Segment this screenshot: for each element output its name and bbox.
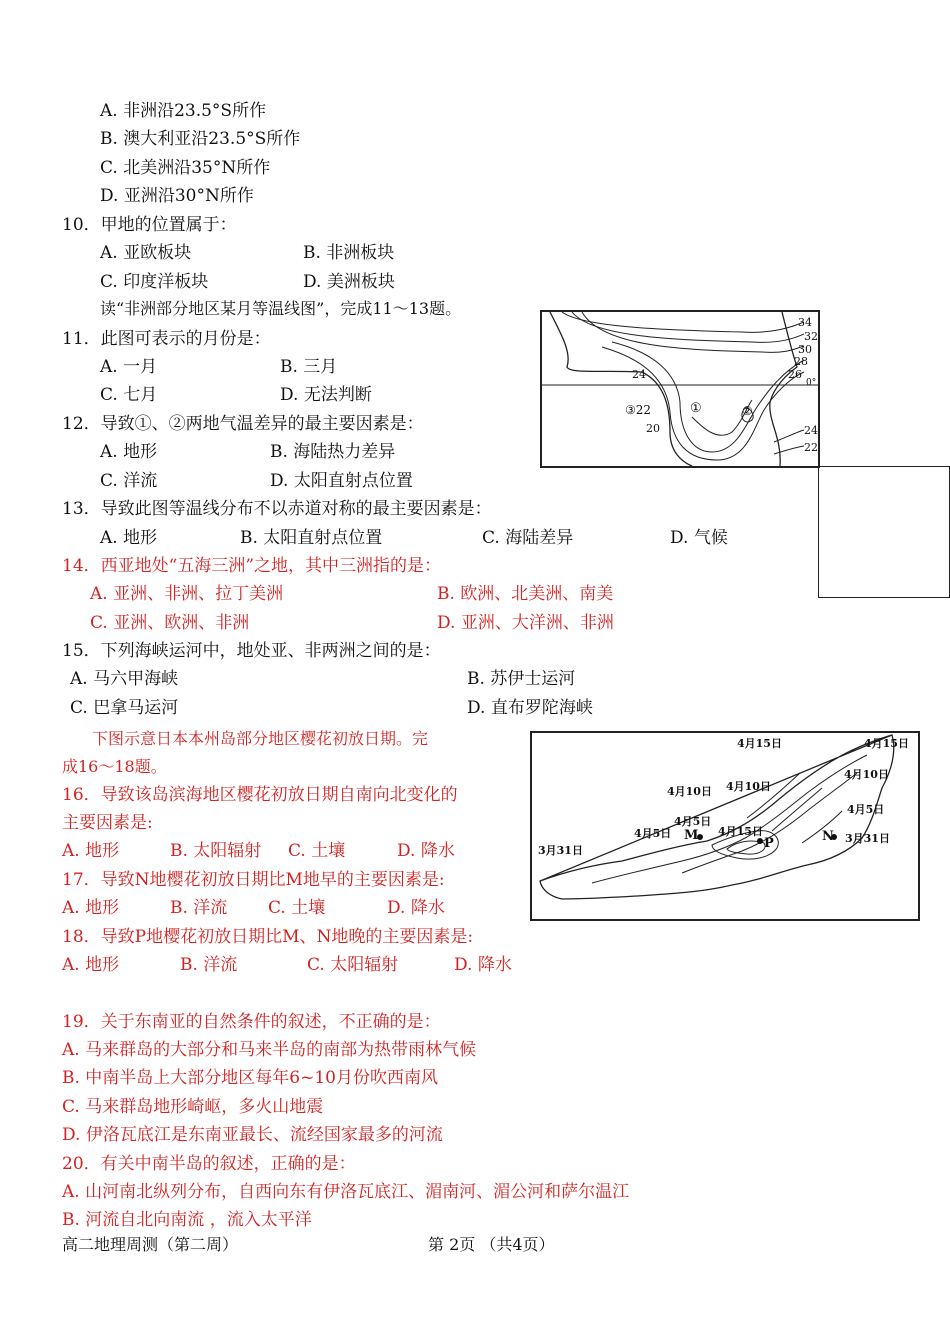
coastline-east [770,312,797,466]
point-p-label: P [764,836,774,851]
isotherm-label-24-east: 24 [804,424,818,437]
isotherm-32 [572,312,804,342]
isotherm-label-28: 28 [794,355,808,368]
q10-option-a: A. 亚欧板块 [100,243,192,263]
q20-option-a: A. 山河南北纵列分布，自西向东有伊洛瓦底江、湄南河、湄公河和萨尔温江 [62,1182,630,1202]
q19-stem: 19．关于东南亚的自然条件的叙述，不正确的是： [62,1012,441,1032]
q11-stem: 11．此图可表示的月份是： [62,329,271,349]
japan-map-svg [532,733,918,919]
q17-option-b: B. 洋流 [170,898,228,918]
date-label-2: 4月10日 [667,785,712,798]
q13-option-b: B. 太阳直射点位置 [240,528,383,548]
q17-option-c: C. 土壤 [268,898,326,918]
q19-option-d: D. 伊洛瓦底江是东南亚最长、流经国家最多的河流 [62,1125,443,1145]
q19-option-a: A. 马来群岛的大部分和马来半岛的南部为热带雨林气候 [62,1040,477,1060]
date-label-4: 4月10日 [844,768,889,781]
q9-option-b: B. 澳大利亚沿23.5°S所作 [100,129,301,149]
footer-left: 高二地理周测（第二周） [62,1235,239,1254]
q12-stem: 12．导致①、②两地气温差异的最主要因素是： [62,414,424,434]
q11-option-b: B. 三月 [280,357,338,377]
q18-option-d: D. 降水 [454,955,512,975]
date-label-8: 4月15日 [718,825,763,838]
isotherm-label-20: 20 [646,422,660,435]
q16-option-b: B. 太阳辐射 [170,841,262,861]
q13-stem: 13．导致此图等温线分布不以赤道对称的最主要因素是： [62,499,492,519]
date-label-0: 4月15日 [737,737,782,750]
point-n-label: N [822,829,834,844]
isotherm-30 [582,312,804,352]
q12-option-a: A. 地形 [100,442,158,462]
q17-stem: 17．导致N地樱花初放日期比M地早的主要因素是: [62,870,445,890]
q15-option-a: A. 马六甲海峡 [70,669,179,689]
answer-box [818,466,950,598]
date-label-10: 3月31日 [538,844,583,857]
footer-page-number: 第 2页 （共4页） [428,1235,555,1254]
q19-option-c: C. 马来群岛地形崎岖，多火山地震 [62,1097,324,1117]
africa-isotherm-svg [542,312,818,466]
q20-option-b: B. 河流自北向南流 ，流入太平洋 [62,1210,312,1230]
q16-stem-line1: 16．导致该岛滨海地区樱花初放日期自南向北变化的 [62,785,458,805]
q17-option-d: D. 降水 [387,898,445,918]
q13-option-c: C. 海陆差异 [482,528,574,548]
date-label-6: 4月5日 [634,827,672,840]
q16-option-c: C. 土壤 [288,841,346,861]
q18-option-b: B. 洋流 [180,955,238,975]
q13-option-a: A. 地形 [100,528,158,548]
q15-option-b: B. 苏伊士运河 [467,669,576,689]
intro-16-18-line2: 成16～18题。 [62,757,167,776]
q10-option-c: C. 印度洋板块 [100,272,209,292]
japan-cherry-blossom-map [530,731,920,921]
q14-option-b: B. 欧洲、北美洲、南美 [437,584,614,604]
q13-option-d: D. 气候 [670,528,728,548]
date-label-1: 4月15日 [864,737,909,750]
point-m-label: M [684,828,699,843]
equator-label: 0° [806,378,817,388]
q12-option-c: C. 洋流 [100,471,158,491]
q19-option-b: B. 中南半岛上大部分地区每年6~10月份吹西南风 [62,1068,438,1088]
q9-option-a: A. 非洲沿23.5°S所作 [100,101,267,121]
q14-option-d: D. 亚洲、大洋洲、非洲 [437,613,614,633]
q16-option-d: D. 降水 [397,841,455,861]
isotherm-label-26: 26 [788,368,802,381]
q16-option-a: A. 地形 [62,841,120,861]
honshu-outline [540,735,894,899]
q14-option-c: C. 亚洲、欧洲、非洲 [90,613,250,633]
q12-option-d: D. 太阳直射点位置 [270,471,413,491]
q17-option-a: A. 地形 [62,898,120,918]
q11-option-a: A. 一月 [100,357,158,377]
isotherm-28 [612,342,804,452]
q15-option-d: D. 直布罗陀海峡 [467,698,593,718]
point-p-marker [757,838,763,844]
point-2-label: ② [742,404,753,418]
isotherm-label-34: 34 [798,316,812,329]
q14-option-a: A. 亚洲、非洲、拉丁美洲 [90,584,284,604]
isotherm-label-32: 32 [804,330,818,343]
q14-stem: 14．西亚地处“五海三洲”之地，其中三洲指的是： [62,556,442,576]
q16-stem-line2: 主要因素是: [62,813,153,833]
q12-option-b: B. 海陆热力差异 [270,442,396,462]
date-label-5: 4月5日 [674,815,712,828]
isoline-outer [592,755,867,883]
q18-stem: 18．导致P地樱花初放日期比M、N地晚的主要因素是: [62,927,474,947]
q15-option-c: C. 巴拿马运河 [70,698,179,718]
isotherm-label-22-east: 22 [804,441,818,454]
coastline-west [550,312,692,466]
point-1-label: ① [690,401,702,416]
isotherm-34 [562,312,804,332]
date-label-7: 4月5日 [847,803,885,816]
point-3-label: ③22 [625,403,652,417]
intro-11-13: 读“非洲部分地区某月等温线图”，完成11～13题。 [100,299,462,318]
q20-stem: 20．有关中南半岛的叙述，正确的是： [62,1154,356,1174]
q10-stem: 10．甲地的位置属于： [62,215,237,235]
q18-option-c: C. 太阳辐射 [307,955,399,975]
q18-option-a: A. 地形 [62,955,120,975]
isotherm-24-east [774,430,804,442]
q9-option-c: C. 北美洲沿35°N所作 [100,158,271,178]
date-label-3: 4月10日 [726,780,771,793]
q10-option-b: B. 非洲板块 [303,243,395,263]
q15-stem: 15．下列海峡运河中，地处亚、非两洲之间的是： [62,641,441,661]
date-label-9: 3月31日 [845,832,890,845]
isotherm-label-24: 24 [632,368,646,381]
q10-option-d: D. 美洲板块 [303,272,395,292]
africa-isotherm-map [540,310,820,468]
q9-option-d: D. 亚洲沿30°N所作 [100,186,254,206]
q11-option-d: D. 无法判断 [280,385,372,405]
q11-option-c: C. 七月 [100,385,158,405]
isotherm-label-30: 30 [798,343,812,356]
intro-16-18-line1: 下图示意日本本州岛部分地区樱花初放日期。完 [92,729,429,748]
